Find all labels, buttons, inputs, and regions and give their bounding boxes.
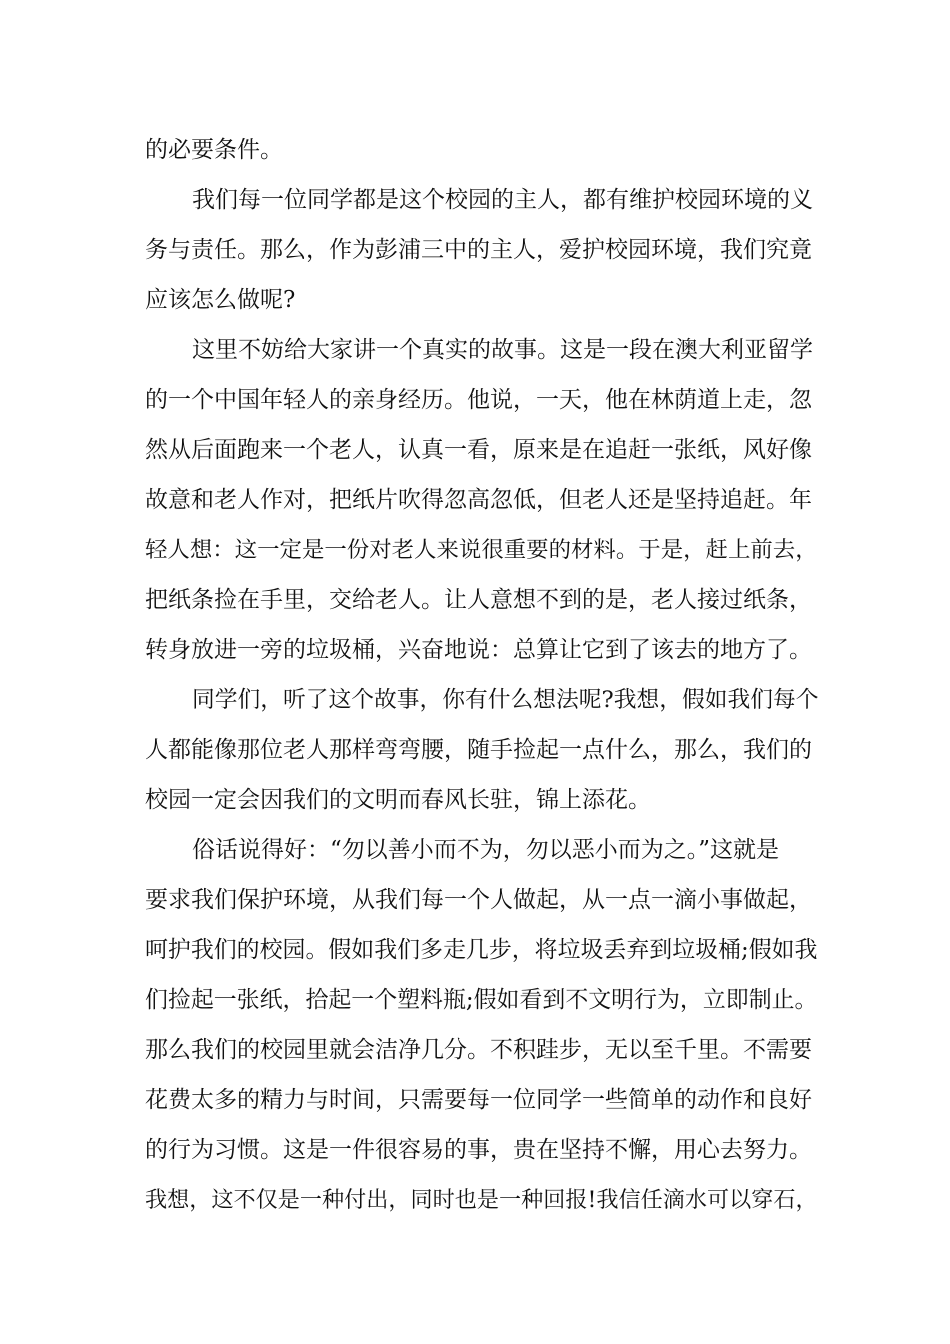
text-line: 把纸条捡在手里，交给老人。让人意想不到的是，老人接过纸条， (145, 587, 812, 613)
text-line: 我想，这不仅是一种付出，同时也是一种回报!我信任滴水可以穿石， (145, 1187, 818, 1213)
text-line: 人都能像那位老人那样弯弯腰，随手捡起一点什么，那么，我们的 (145, 737, 812, 763)
text-line: 我们每一位同学都是这个校园的主人，都有维护校园环境的义 (192, 187, 813, 213)
text-line: 转身放进一旁的垃圾桶，兴奋地说：总算让它到了该去的地方了。 (145, 637, 812, 663)
text-line: 校园一定会因我们的文明而春风长驻，锦上添花。 (145, 787, 651, 813)
text-line: 故意和老人作对，把纸片吹得忽高忽低，但老人还是坚持追赶。年 (145, 487, 812, 513)
text-line: 呵护我们的校园。假如我们多走几步，将垃圾丢弃到垃圾桶;假如我 (145, 937, 818, 963)
text-line: 要求我们保护环境，从我们每一个人做起，从一点一滴小事做起， (145, 887, 812, 913)
text-line: 这里不妨给大家讲一个真实的故事。这是一段在澳大利亚留学 (192, 337, 813, 363)
text-line: 们捡起一张纸，拾起一个塑料瓶;假如看到不文明行为，立即制止。 (145, 987, 818, 1013)
text-line: 同学们，听了这个故事，你有什么想法呢?我想，假如我们每个 (192, 687, 819, 713)
text-line: 的一个中国年轻人的亲身经历。他说，一天，他在林荫道上走，忽 (145, 387, 812, 413)
text-line: 务与责任。那么，作为彭浦三中的主人，爱护校园环境，我们究竟 (145, 237, 812, 263)
text-line: 那么我们的校园里就会洁净几分。不积跬步，无以至千里。不需要 (145, 1037, 812, 1063)
text-line: 俗话说得好：“勿以善小而不为，勿以恶小而为之。”这就是 (192, 837, 780, 863)
text-line: 的必要条件。 (145, 137, 283, 163)
text-line: 的行为习惯。这是一件很容易的事，贵在坚持不懈，用心去努力。 (145, 1137, 812, 1163)
text-line: 然从后面跑来一个老人，认真一看，原来是在追赶一张纸，风好像 (145, 437, 812, 463)
text-line: 应该怎么做呢? (145, 287, 296, 313)
text-line: 轻人想：这一定是一份对老人来说很重要的材料。于是，赶上前去， (145, 537, 818, 563)
text-line: 花费太多的精力与时间，只需要每一位同学一些简单的动作和良好 (145, 1087, 812, 1113)
